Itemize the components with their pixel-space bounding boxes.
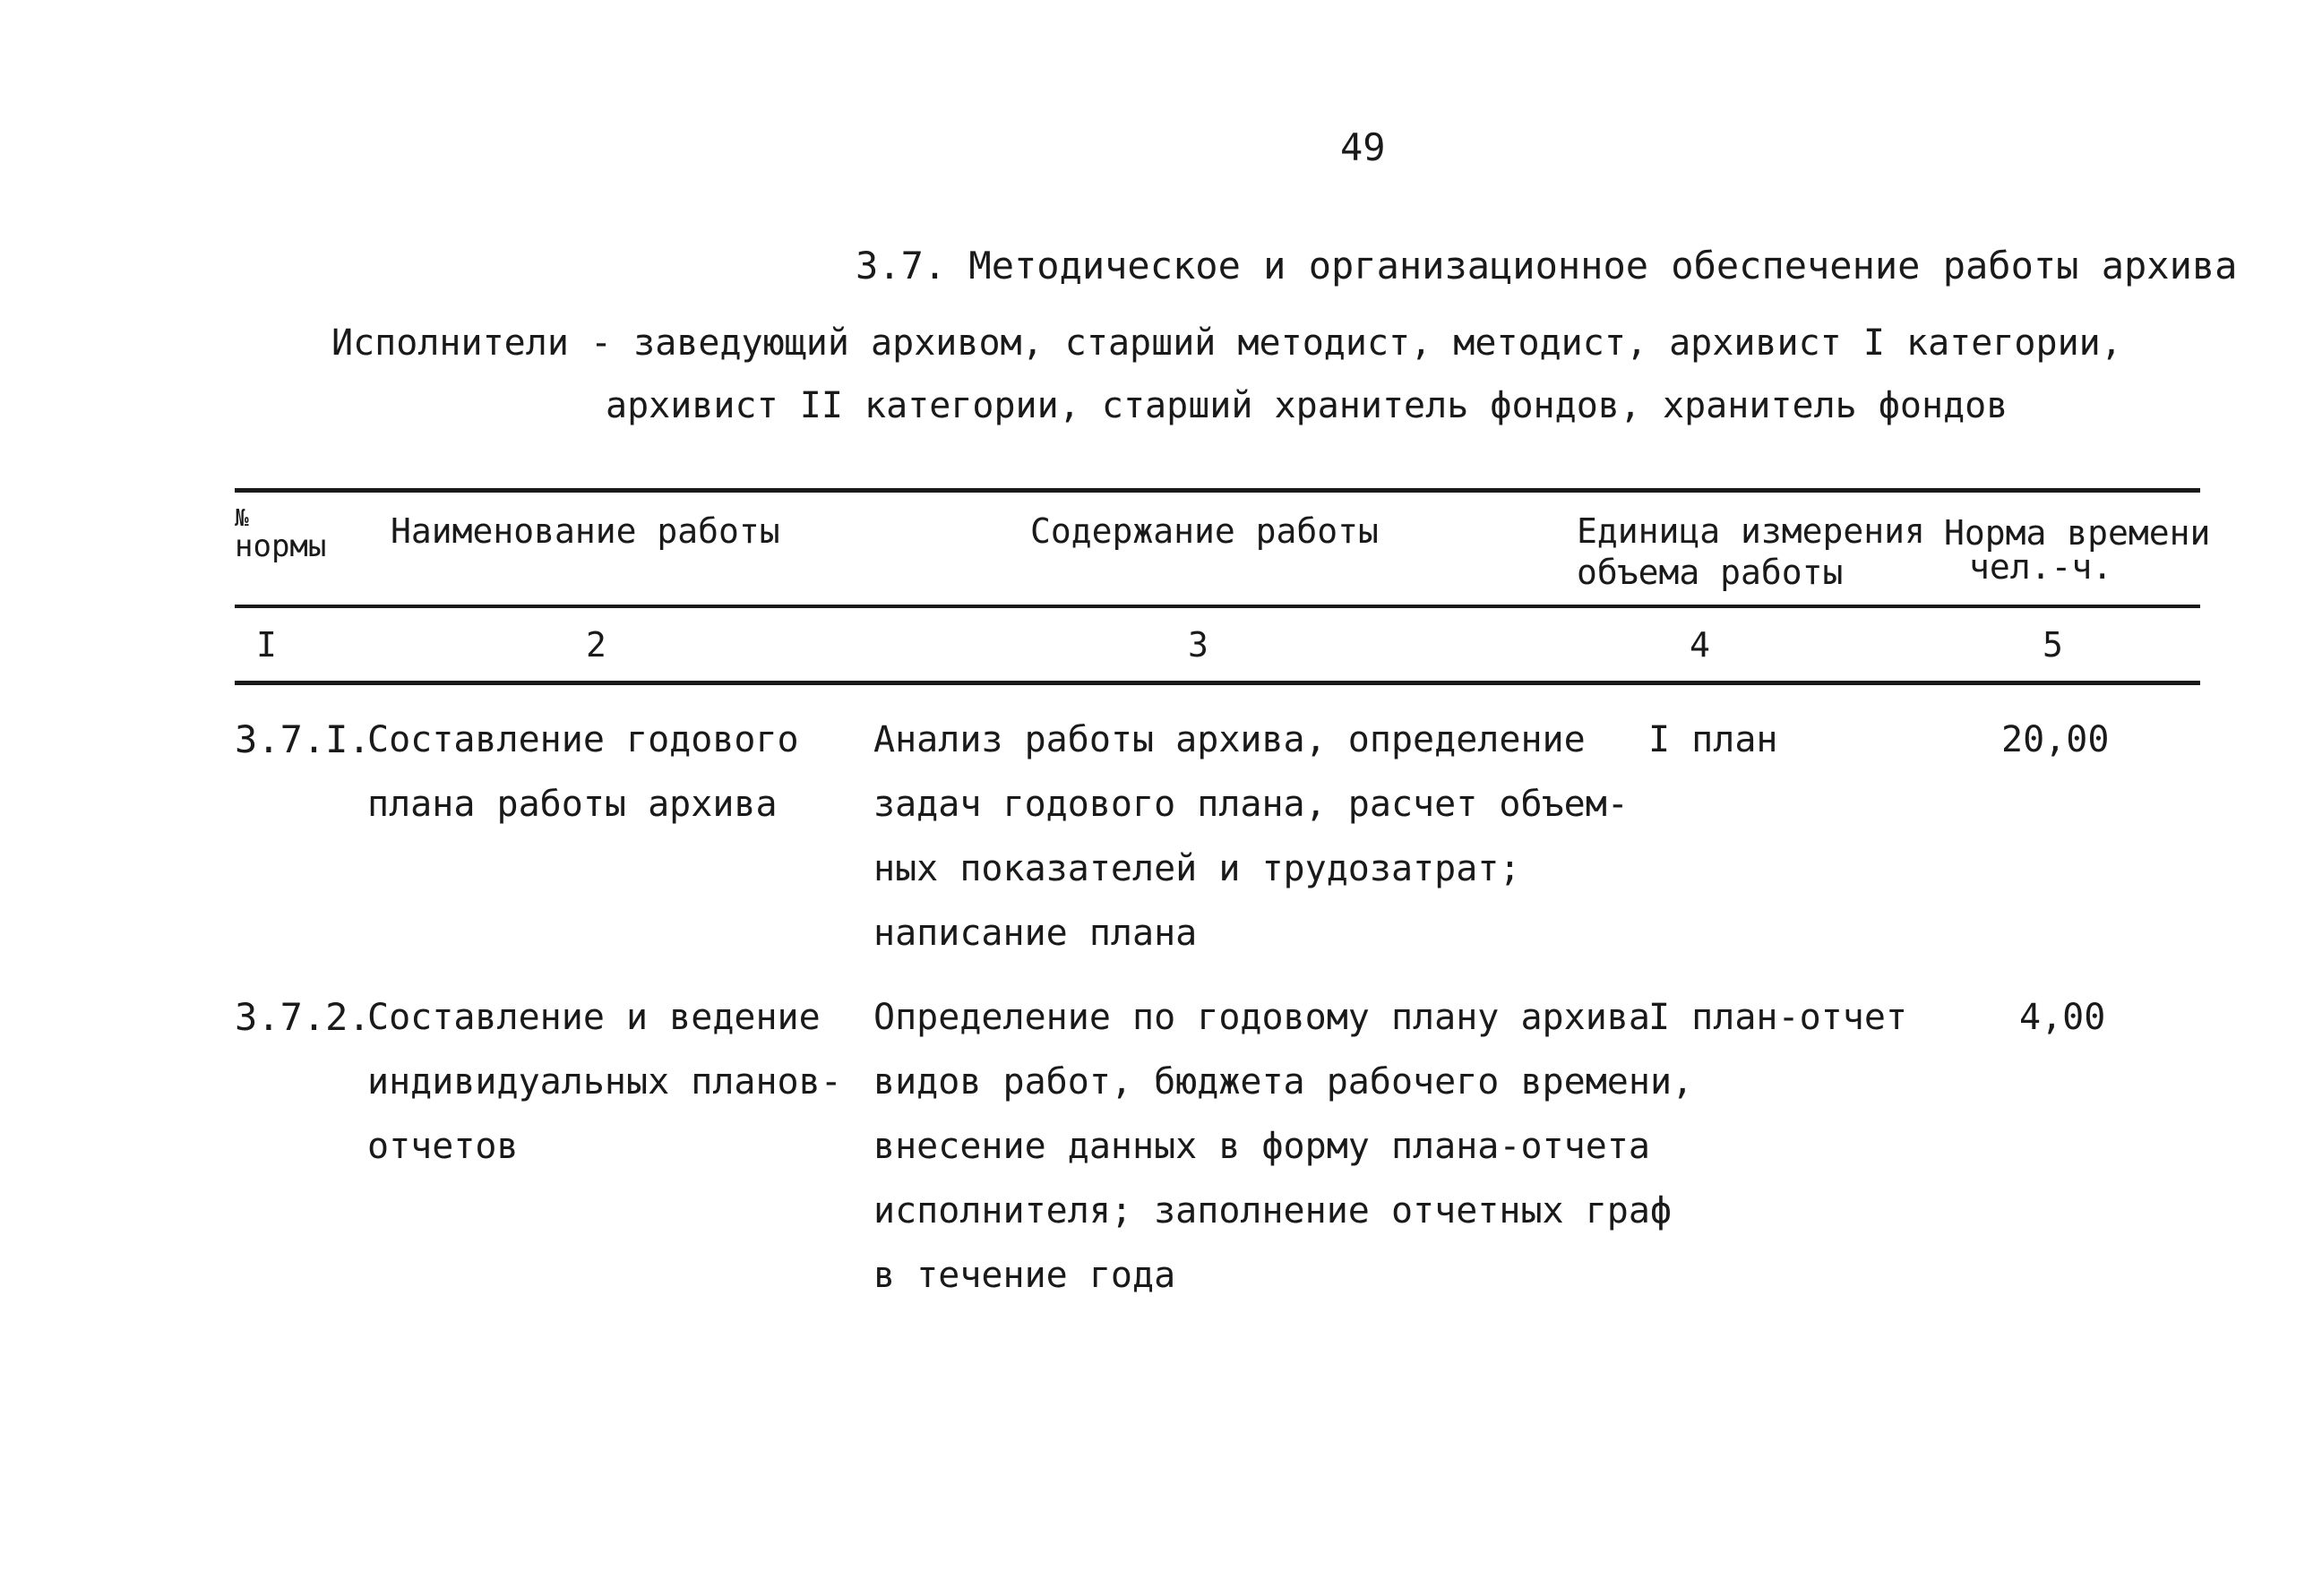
page-number: 49 xyxy=(1340,125,1386,169)
header-norm-number: № нормы xyxy=(235,505,327,564)
section-title: 3.7. Методическое и организационное обеспечение работы архива xyxy=(856,244,2238,287)
table-top-rule xyxy=(235,488,2200,493)
header-bottom-rule xyxy=(235,605,2200,608)
row-1-code: 3.7.I. xyxy=(235,717,371,761)
column-number-3: 3 xyxy=(1188,625,1208,665)
row-2-name: Составление и ведение индивидуальных планов- отчетов xyxy=(367,997,842,1167)
header-work-name: Наименование работы xyxy=(391,511,780,551)
header-work-content: Содержание работы xyxy=(1030,511,1379,551)
row-1-name: Составление годового плана работы архива xyxy=(367,719,799,825)
row-2-norm: 4,00 xyxy=(2019,997,2106,1038)
executors-line-1: Исполнители - заведующий архивом, старший методист, методист, архивист I категории, xyxy=(331,322,2122,364)
row-2-unit: I план-отчет xyxy=(1648,997,1907,1038)
row-1-content: Анализ работы архива, определение задач годового плана, расчет объем- ных показателей и трудозатрат; написание плана xyxy=(873,719,1629,954)
row-2-code: 3.7.2. xyxy=(235,995,371,1039)
executors-line-2: архивист II категории, старший хранитель фондов, хранитель фондов xyxy=(606,385,2008,426)
column-number-4: 4 xyxy=(1690,625,1710,665)
row-2-content: Определение по годовому плану архива видов работ, бюджета рабочего времени, внесение данных в форму плана-отчета исполнителя; заполнение отчетных граф в течение года xyxy=(873,997,1694,1296)
header-time-norm: Норма времени чел.-ч. xyxy=(1944,513,2211,587)
row-1-norm: 20,00 xyxy=(2001,719,2110,760)
column-number-5: 5 xyxy=(2043,625,2063,665)
column-number-1: I xyxy=(256,625,277,665)
column-number-2: 2 xyxy=(586,625,606,665)
header-unit: Единица измерения объема работы xyxy=(1577,511,1925,592)
row-1-unit: I план xyxy=(1648,719,1778,760)
column-numbers-rule xyxy=(235,681,2200,685)
